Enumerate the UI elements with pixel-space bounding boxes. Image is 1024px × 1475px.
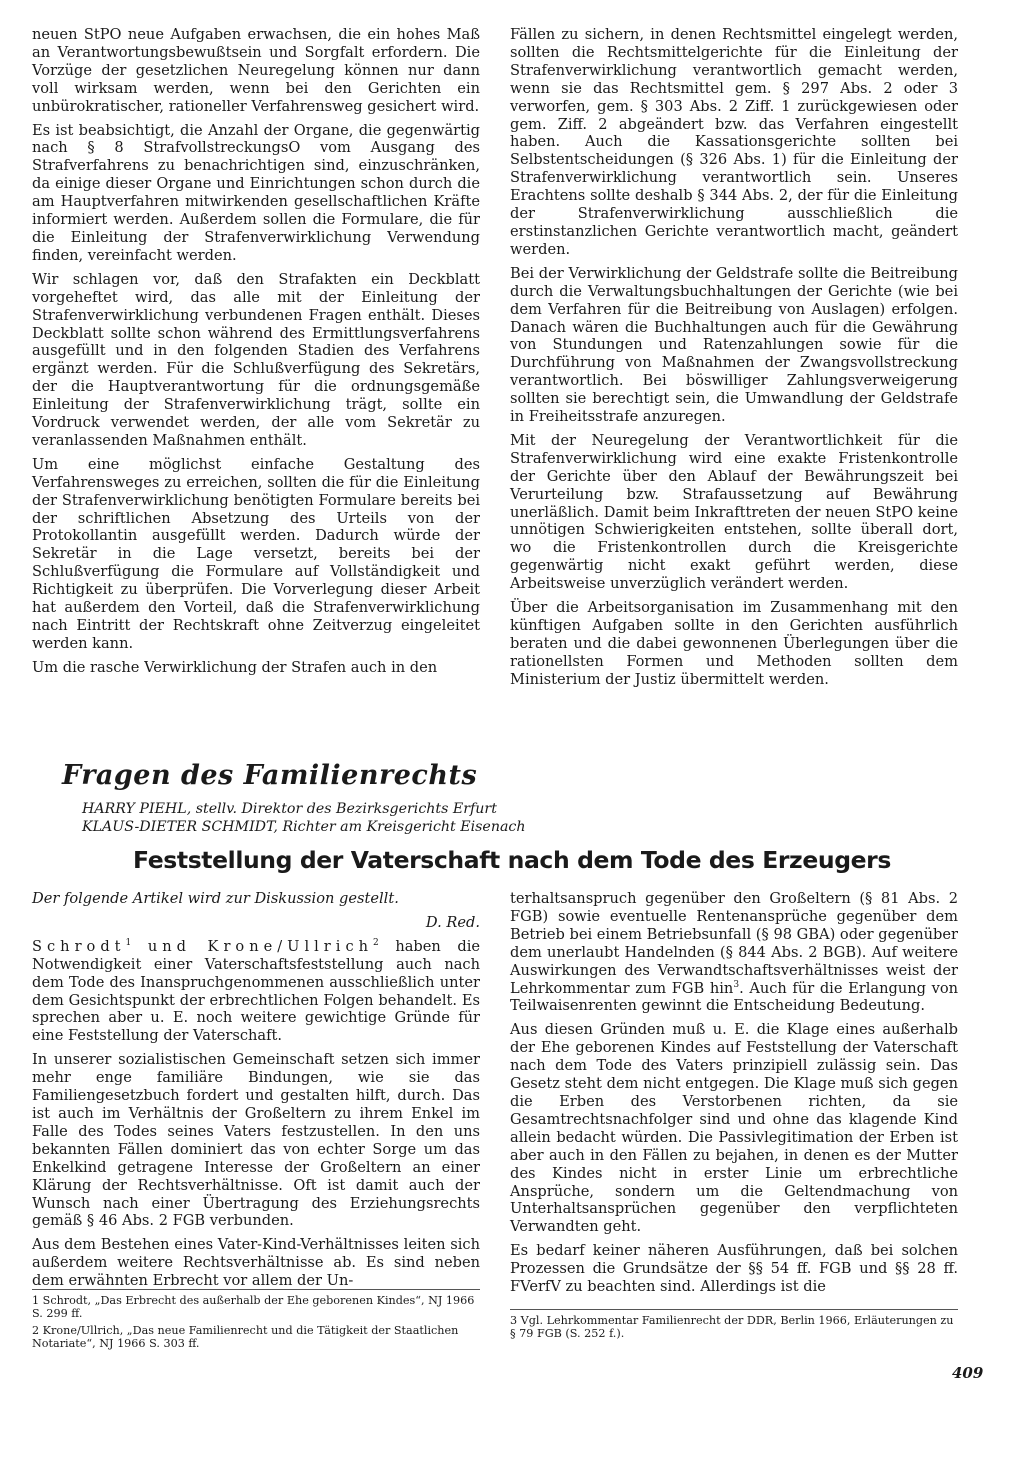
author-line: KLAUS-DIETER SCHMIDT, Richter am Kreisgericht Eisenach bbox=[82, 819, 526, 835]
paragraph: Um eine möglichst einfache Gestaltung des Verfahrensweges zu erreichen, sollten die für die Einleitung der Strafenverwirklichung benötigten Formulare bereits bei der schriftlichen Absetzung des Urteils von der Protokollantin ausgefüllt werden. Dadurch würde der Sekretär in die Lage versetzt, bereits bei der Schlußverfügung die Formulare auf Vollständigkeit und Richtigkeit zu überprüfen. Die Vorverlegung dieser Arbeit hat außerdem den Vorteil, daß die Strafenverwirklichung nach Eintritt der Rechtskraft ohne Zeitverzug eingeleitet werden kann. bbox=[32, 455, 480, 652]
footnote: 1 Schrodt, „Das Erbrecht des außerhalb der Ehe geborenen Kindes“, NJ 1966 S. 299 ff. bbox=[32, 1294, 475, 1321]
lead-word: und bbox=[147, 937, 191, 955]
footnotes-right bbox=[510, 1309, 958, 1344]
paragraph: Über die Arbeitsorganisation im Zusammenhang mit den künftigen Aufgaben sollte in den Gerichten ausführlich beraten und die dabei gewonnenen Überlegungen über die rationellsten Formen und Methoden sollten dem Ministerium der Justiz übermittelt werden. bbox=[510, 599, 958, 688]
editor-note: Der folgende Artikel wird zur Diskussion gestellt. bbox=[32, 890, 399, 907]
paragraph bbox=[510, 890, 958, 1015]
footnote: 2 Krone/Ullrich, „Das neue Familienrecht und die Tätigkeit der Staatlichen Notariate“, NJ 1966 S. 303 ff. bbox=[32, 1323, 459, 1350]
paragraph: Bei der Verwirklichung der Geldstrafe sollte die Beitreibung durch die Verwaltungsbuchhaltungen der Gerichte (wie bei dem Verfahren für die Beitreibung von Auslagen) erfolgen. Danach wären die Buchhaltungen auch für die Gewährung von Stundungen und Ratenzahlungen sowie für die Durchführung von Maßnahmen der Zwangsvollstreckung verantwortlich. Bei böswilliger Zahlungsverweigerung sollten sie berechtigt sein, die Umwandlung der Geldstrafe in Freiheitsstrafe anzuregen. bbox=[510, 264, 958, 426]
editor-signature: D. Red. bbox=[425, 913, 480, 931]
paragraph: Aus diesen Gründen muß u. E. die Klage eines außerhalb der Ehe geborenen Kindes auf Feststellung der Vaterschaft nach dem Tode des Vaters prinzipiell zulässig sein. Das Gesetz steht dem nicht entgegen. Die Klage muß sich gegen die Erben des Verstorbenen richten, da sie Gesamtrechtsnachfolger sind und ohne das klagende Kind allein bedacht würden. Die Passivlegitimation der Erben ist aber auch in den Fällen zu bejahen, in denen es der Mutter des Kindes nicht in erster Linie um erbrechtliche Ansprüche, sondern um die Geltendmachung von Unterhaltsansprüchen gegenüber den verpflichteten Verwandten geht. bbox=[510, 1021, 958, 1236]
lead-text: haben die Notwendigkeit einer Vaterschaftsfeststellung auch nach dem Tode des Inanspruchgenommenen ausschließlich unter dem Gesichtspunkt der erbrechtlichen Folgen behandelt. Es sprechen aber u. E. noch weitere gewichtige Gründe für eine Feststellung der Vaterschaft. bbox=[32, 937, 480, 1045]
author-list bbox=[82, 800, 526, 836]
paragraph: Fällen zu sichern, in denen Rechtsmittel eingelegt werden, sollten die Rechtsmittelgerichte für die Einleitung der Strafenverwirklichung verantwortlich gemacht werden, wenn sie das Rechtsmittel gem. § 297 Abs. 2 oder 3 verworfen, gem. § 303 Abs. 2 Ziff. 1 zurückgewiesen oder gem. Ziff. 2 abgeändert bzw. das Verfahren eingestellt haben. Auch die Kassationsgerichte sollten bei Selbstentscheidungen (§ 326 Abs. 1) für die Einleitung der Strafenverwirklichung verantwortlich sein. Unseres Erachtens sollte deshalb § 344 Abs. 2, der für die Einleitung der Strafenverwirklichung ausschließlich die erstinstanzlichen Gerichte verantwortlich macht, geändert werden. bbox=[510, 26, 958, 258]
paragraph: In unserer sozialistischen Gemeinschaft setzen sich immer mehr enge familiäre Bindungen, wie sie das Familiengesetzbuch fordert und gestalten hilft, durch. Das ist auch im Verhältnis der Großeltern zu ihrem Enkel im Falle des Todes seines Vaters festzustellen. In den uns bekannten Fällen dominiert das von echter Sorge um das Enkelkind getragene Interesse der Großeltern an einer Klärung der Rechtsverhältnisse. Oft ist damit auch der Wunsch nach einer Übertragung des Erziehungsrechts gemäß § 46 Abs. 2 FGB verbunden. bbox=[32, 1051, 480, 1230]
footnote: 3 Vgl. Lehrkommentar Familienrecht der DDR, Berlin 1966, Erläuterungen zu § 79 FGB (S. 252 f.). bbox=[510, 1314, 954, 1341]
lead-paragraph bbox=[32, 938, 480, 1045]
article-title: Feststellung der Vaterschaft nach dem Tode des Erzeugers bbox=[133, 846, 891, 874]
section-heading: Fragen des Familienrechts bbox=[62, 760, 478, 791]
paragraph: Es ist beabsichtigt, die Anzahl der Organe, die gegenwärtig nach § 8 StrafvollstreckungsO vom Ausgang des Strafverfahrens zu benachrichtigen sind, einzuschränken, da einige dieser Organe und Einrichtungen schon durch die am Hauptverfahren mitwirkenden gesellschaftlichen Kräfte informiert werden. Außerdem sollen die Formulare, die für die Einleitung der Strafenverwirklichung Verwendung finden, vereinfacht werden. bbox=[32, 121, 480, 264]
paragraph: Wir schlagen vor, daß den Strafakten ein Deckblatt vorgeheftet wird, das alle mit der Einleitung der Strafenverwirklichung verbundenen Fragen enthält. Dieses Deckblatt sollte schon während des Ermittlungsverfahrens ausgefüllt und in den folgenden Stadien des Verfahrens ergänzt werden. Für die Schlußverfügung des Sekretärs, der die Hauptverantwortung für die ordnungsgemäße Einleitung der Strafenverwirklichung trägt, sollte ein Vordruck verwendet werden, der alle vom Sekretär zu veranlassenden Maßnahmen enthält. bbox=[32, 270, 480, 449]
footnote-ref: 3 bbox=[733, 979, 740, 990]
paragraph-text: . Auch für die Erlangung von Teilwaisenrenten gewinnt die Entscheidung Bedeutung. bbox=[510, 979, 959, 1015]
page-number: 409 bbox=[952, 1364, 984, 1382]
footnote-ref: 2 bbox=[373, 937, 379, 948]
paragraph: neuen StPO neue Aufgaben erwachsen, die ein hohes Maß an Verantwortungsbewußtsein und Sorgfalt erfordern. Die Vorzüge der gesetzlichen Neuregelung können nur dann voll wirksam werden, wenn bei den Gerichten ein unbürokratischer, rationeller Verfahrensweg gesichert wird. bbox=[32, 26, 480, 115]
top-right-column bbox=[510, 26, 958, 695]
paragraph: Mit der Neuregelung der Verantwortlichkeit für die Strafenverwirklichung wird eine exakte Fristenkontrolle der Gerichte über den Ablauf der Bewährungszeit bei Verurteilung bzw. Strafaussetzung auf Bewährung unerläßlich. Damit beim Inkrafttreten der neuen StPO keine unnötigen Schwierigkeiten entstehen, sollte überall dort, wo die Fristenkontrollen durch die Kreisgerichte gegenwärtig nicht exakt geführt werden, diese Arbeitsweise unverzüglich verändert werden. bbox=[510, 431, 958, 593]
cited-author: Krone/Ullrich bbox=[207, 937, 374, 955]
paragraph: Um die rasche Verwirklichung der Strafen auch in den bbox=[32, 658, 438, 676]
cited-author: Schrodt bbox=[32, 937, 126, 955]
footnotes-left bbox=[32, 1289, 480, 1353]
paragraph: Es bedarf keiner näheren Ausführungen, daß bei solchen Prozessen die Grundsätze der §§ 54 ff. FGB und §§ 28 ff. FVerfV zu beachten sind. Allerdings ist die bbox=[510, 1242, 958, 1296]
footnote-ref: 1 bbox=[125, 937, 132, 948]
paragraph-text: terhaltsanspruch gegenüber den Großeltern (§ 81 Abs. 2 FGB) sowie eventuelle Rentenansprüche gegenüber dem Betrieb bei einem Betriebsunfall (§ 98 GBA) oder gegenüber dem unerlaubt Handelnden (§ 844 Abs. 2 BGB). Auf weitere Auswirkungen des Verwandtschaftsverhältnisses weist der Lehrkommentar zum FGB hin bbox=[510, 890, 958, 997]
author-line: HARRY PIEHL, stellv. Direktor des Bezirksgerichts Erfurt bbox=[82, 801, 497, 817]
paragraph: Aus dem Bestehen eines Vater-Kind-Verhältnisses leiten sich außerdem weitere Rechtsverhältnisse ab. Es sind neben dem erwähnten Erbrecht vor allem der Un- bbox=[32, 1236, 480, 1290]
top-left-column bbox=[32, 26, 480, 683]
article-left-column bbox=[32, 890, 480, 1296]
article-right-column bbox=[510, 890, 958, 1302]
